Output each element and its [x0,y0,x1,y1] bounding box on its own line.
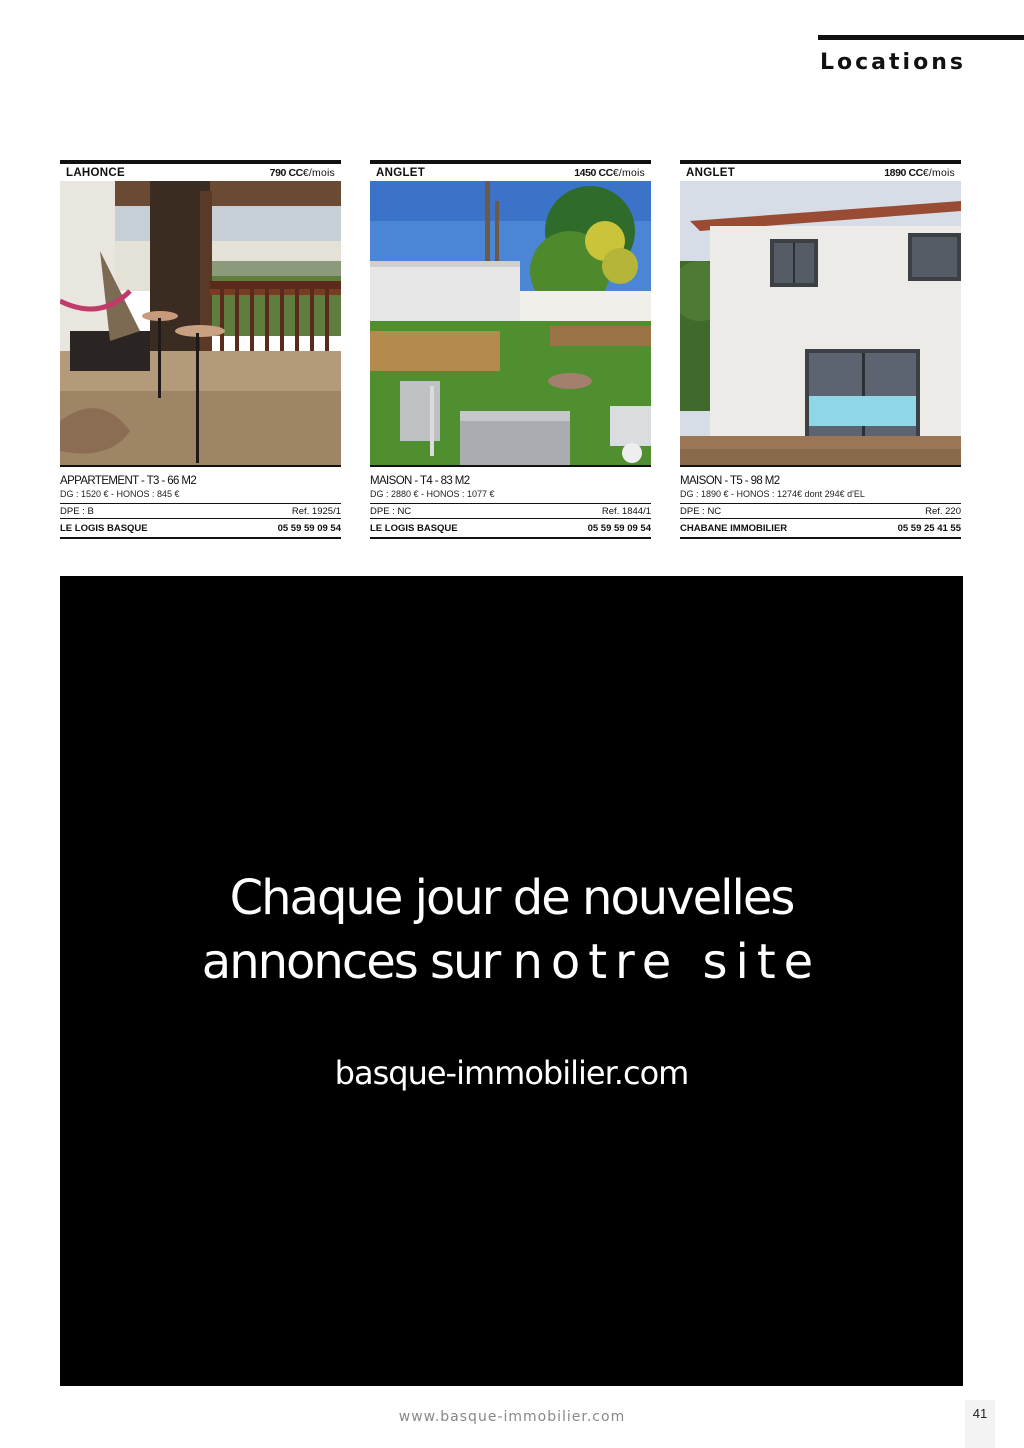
promo-headline-line1: Chaque jour de nouvelles [229,870,794,926]
listing-type: APPARTEMENT - T3 - 66 M2 [60,475,197,487]
listing-dpe: DPE : NC [370,506,412,517]
listing-header [370,160,651,181]
listing-phone[interactable]: 05 59 59 09 54 [587,523,651,534]
listing-type: MAISON - T4 - 83 M2 [370,475,470,487]
listing-card[interactable] [60,160,341,539]
promo-banner [60,576,963,1386]
listing-agency-row [370,519,651,539]
footer-website-link[interactable]: www.basque-immobilier.com [398,1409,626,1425]
listing-agency-row [60,519,341,539]
listing-header [680,160,961,181]
listing-city: LAHONCE [66,166,125,179]
header-rule [818,35,1024,40]
listing-card[interactable] [370,160,651,539]
listing-phone[interactable]: 05 59 25 41 55 [897,523,961,534]
listing-agency-row [680,519,961,539]
section-title: Locations [820,50,966,75]
listing-city: ANGLET [686,166,736,179]
listing-city: ANGLET [376,166,426,179]
listing-dpe: DPE : B [60,506,94,517]
listing-ref: Ref. 1925/1 [291,506,341,517]
house-facade-photo [680,181,961,467]
listing-ref: Ref. 1844/1 [601,506,651,517]
promo-website-link[interactable]: basque-immobilier.com [334,1054,689,1092]
listing-header [60,160,341,181]
listing-phone[interactable]: 05 59 59 09 54 [277,523,341,534]
listing-card[interactable] [680,160,961,539]
listing-fees: DG : 1520 € - HONOS : 845 € [60,489,180,499]
listing-price: 790 CC€/mois [269,166,335,179]
listing-fees: DG : 1890 € - HONOS : 1274€ dont 294€ d'EL [680,489,865,499]
page-number: 41 [965,1400,995,1448]
listing-agency: CHABANE IMMOBILIER [680,523,788,534]
listing-agency: LE LOGIS BASQUE [60,523,148,534]
listing-agency: LE LOGIS BASQUE [370,523,458,534]
listing-dpe-row [370,503,651,519]
listing-fees: DG : 2880 € - HONOS : 1077 € [370,489,495,499]
listing-type: MAISON - T5 - 98 M2 [680,475,780,487]
promo-headline-line2: annonces sur notre site [201,934,822,990]
listing-price: 1450 CC€/mois [574,166,645,179]
listing-price: 1890 CC€/mois [884,166,955,179]
garden-patio-photo [370,181,651,467]
balcony-terrace-photo [60,181,341,467]
listing-dpe-row [60,503,341,519]
listing-dpe: DPE : NC [680,506,722,517]
listing-dpe-row [680,503,961,519]
listing-ref: Ref. 220 [925,506,961,517]
